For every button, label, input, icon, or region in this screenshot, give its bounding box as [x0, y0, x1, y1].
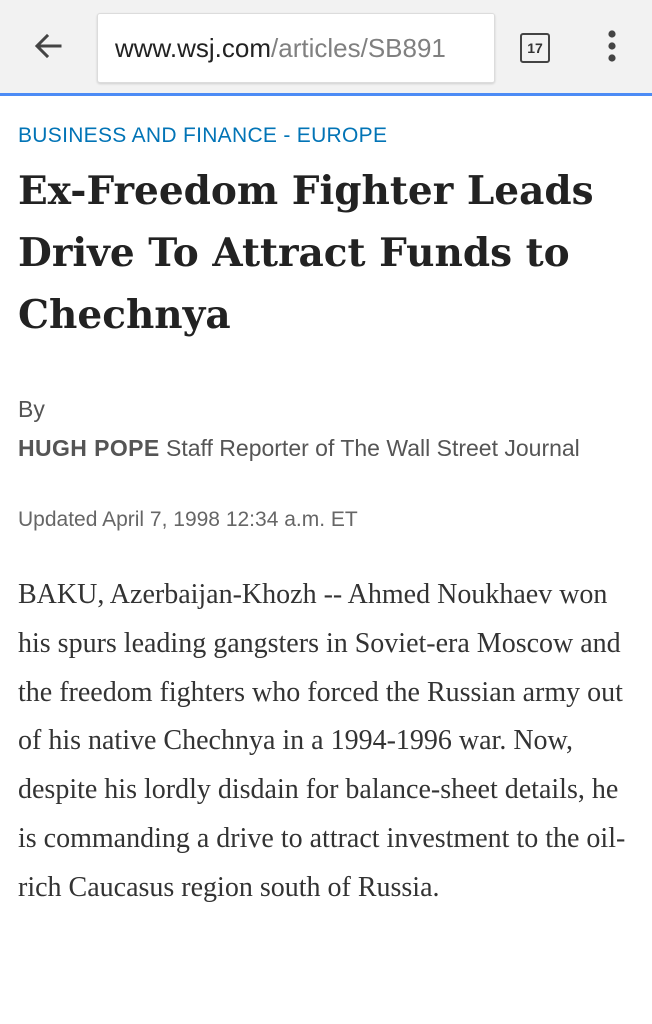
section-label[interactable]: BUSINESS AND FINANCE - EUROPE [18, 124, 388, 147]
byline-by-label: By [18, 396, 45, 422]
tab-switcher-button[interactable] [520, 33, 550, 63]
address-bar[interactable] [97, 13, 495, 83]
browser-toolbar [0, 0, 652, 96]
article-timestamp: Updated April 7, 1998 12:34 a.m. ET [18, 508, 358, 531]
article-headline: Ex-Freedom Fighter Leads Drive To Attract Funds to Chechnya [18, 168, 594, 338]
author-title: Staff Reporter of The Wall Street Journal [166, 435, 580, 461]
article-body-paragraph: BAKU, Azerbaijan-Khozh -- Ahmed Noukhaev won his spurs leading gangsters in Soviet-era Moscow and the freedom fighters who forced the Russian army out of his native Chechnya in a 1994-1996 war. Now, despite his lordly disdain for balance-sheet details, he is commanding a drive to attract investment to the oil-rich Caucasus region south of Russia. [18, 579, 626, 903]
url-fade [454, 14, 494, 82]
back-button[interactable] [22, 22, 74, 74]
author-name[interactable]: HUGH POPE [18, 435, 160, 461]
url-path: /articles/SB891 [271, 33, 446, 63]
arrow-back-icon [33, 31, 63, 66]
byline [18, 390, 618, 468]
tab-count: 17 [527, 40, 543, 56]
overflow-menu-button[interactable] [592, 26, 632, 70]
more-vert-icon [607, 29, 617, 68]
url-host: www.wsj.com [115, 33, 272, 63]
